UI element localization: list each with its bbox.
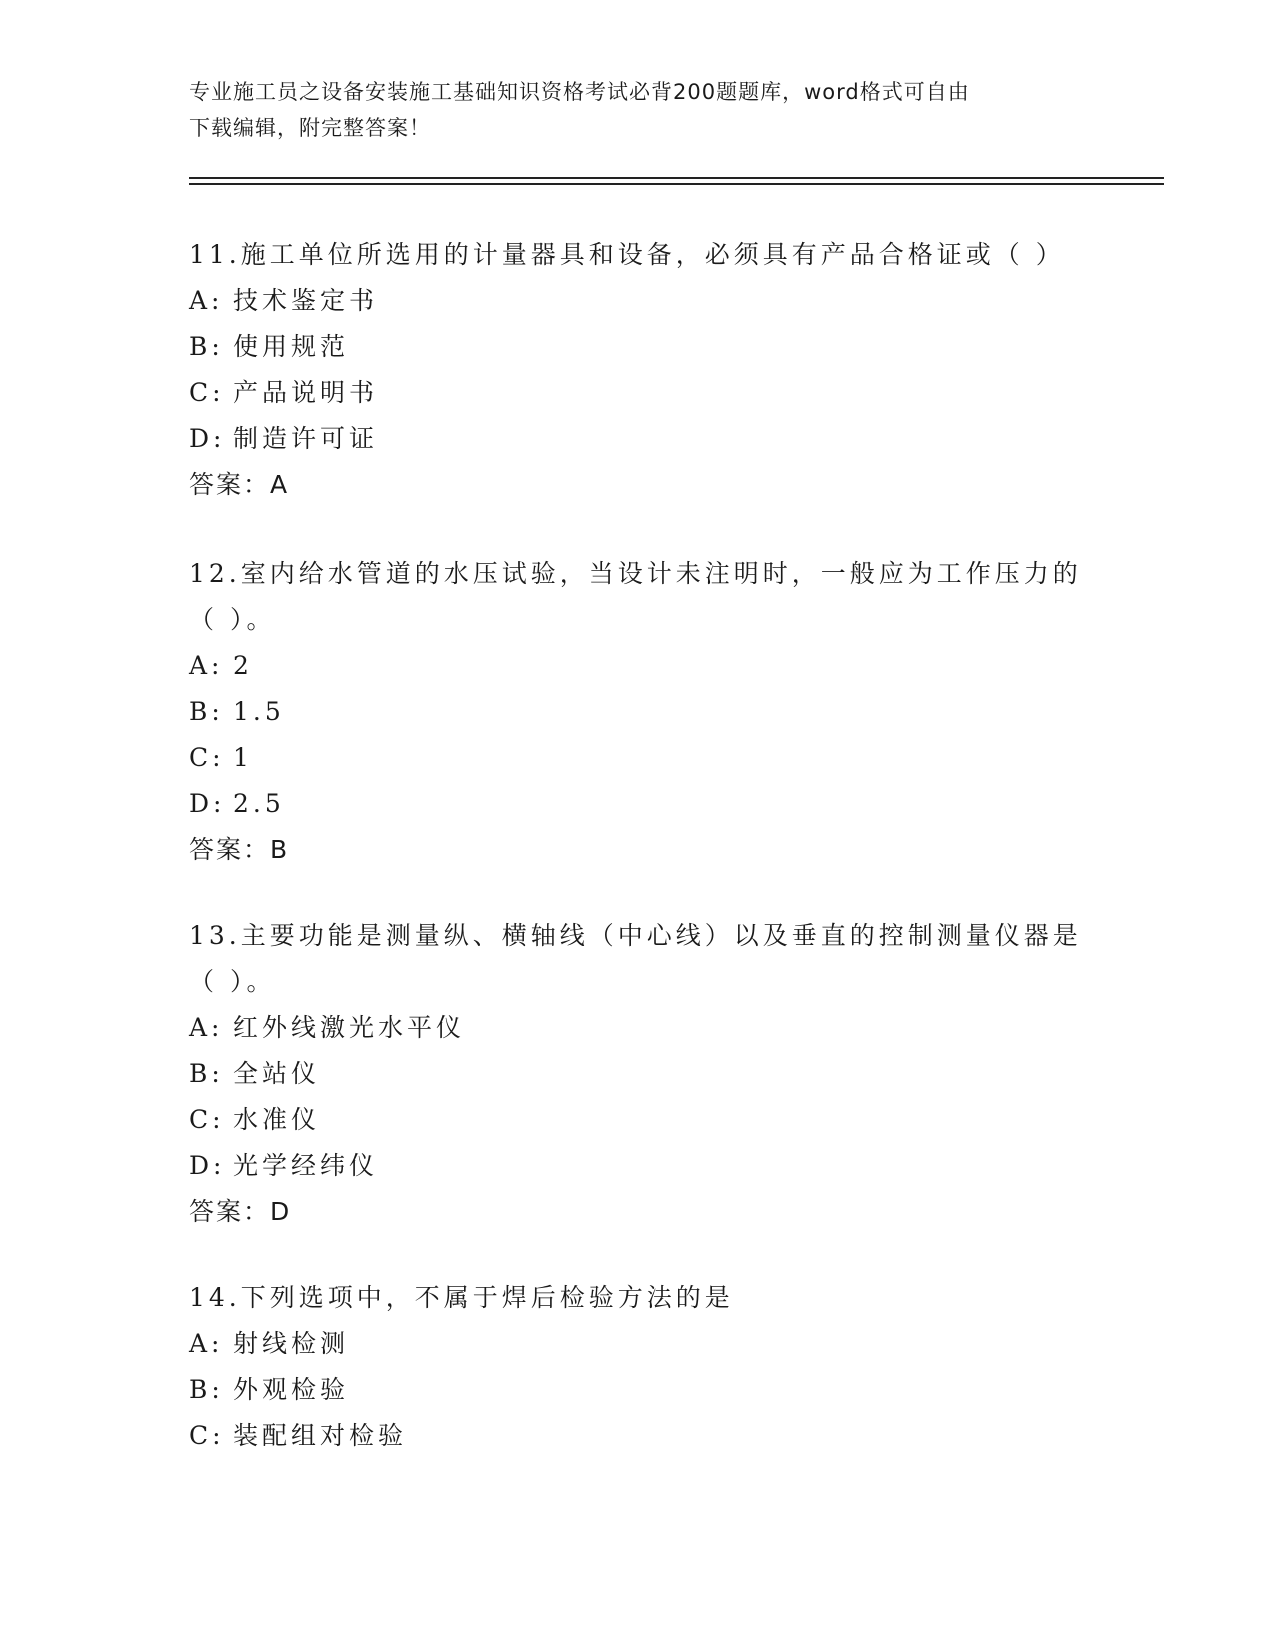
- option-text: 红外线激光水平仪: [233, 1013, 466, 1042]
- question-stem: 11.施工单位所选用的计量器具和设备，必须具有产品合格证或（ ）: [189, 240, 1065, 269]
- question-13: [189, 913, 1089, 1235]
- option-key: C:: [189, 743, 225, 772]
- option-b: [189, 324, 1089, 370]
- option-key: D:: [189, 424, 226, 453]
- header-line-2: 下载编辑，附完整答案！: [189, 116, 431, 140]
- option-key: B:: [189, 332, 224, 361]
- answer: 答案：D: [189, 1197, 292, 1226]
- question-stem: 14.下列选项中，不属于焊后检验方法的是: [189, 1283, 734, 1312]
- option-text: 装配组对检验: [233, 1421, 408, 1450]
- option-key: D:: [189, 1151, 226, 1180]
- option-b: [189, 1051, 1089, 1097]
- option-key: D:: [189, 789, 226, 818]
- option-text: 制造许可证: [233, 424, 379, 453]
- answer: 答案：B: [189, 835, 290, 864]
- option-key: C:: [189, 1105, 225, 1134]
- option-text: 全站仪: [233, 1059, 321, 1088]
- header-divider-bottom: [189, 183, 1164, 185]
- option-c: [189, 370, 1089, 416]
- option-c: [189, 1097, 1089, 1143]
- option-text: 水准仪: [233, 1105, 321, 1134]
- answer: 答案：A: [189, 470, 290, 499]
- option-d: [189, 781, 1089, 827]
- option-a: [189, 1005, 1089, 1051]
- option-key: A:: [189, 1013, 224, 1042]
- option-text: 使用规范: [233, 332, 350, 361]
- question-12: [189, 551, 1089, 873]
- option-text: 光学经纬仪: [233, 1151, 379, 1180]
- option-key: A:: [189, 1329, 224, 1358]
- option-b: [189, 689, 1089, 735]
- option-a: [189, 278, 1089, 324]
- option-text: 射线检测: [233, 1329, 350, 1358]
- option-key: C:: [189, 1421, 225, 1450]
- option-key: B:: [189, 1375, 224, 1404]
- option-key: B:: [189, 1059, 224, 1088]
- option-key: A:: [189, 651, 224, 680]
- option-text: 2.5: [233, 789, 285, 818]
- option-text: 1: [233, 743, 253, 772]
- document-header: [189, 74, 1069, 146]
- option-b: [189, 1367, 1089, 1413]
- question-stem: 13.主要功能是测量纵、横轴线（中心线）以及垂直的控制测量仪器是（ ）。: [189, 921, 1082, 996]
- header-divider-top: [189, 177, 1164, 179]
- option-text: 外观检验: [233, 1375, 350, 1404]
- option-a: [189, 643, 1089, 689]
- option-text: 1.5: [233, 697, 285, 726]
- question-stem: 12.室内给水管道的水压试验，当设计未注明时，一般应为工作压力的（ ）。: [189, 559, 1082, 634]
- option-c: [189, 1413, 1089, 1459]
- option-key: C:: [189, 378, 225, 407]
- option-d: [189, 416, 1089, 462]
- question-11: [189, 232, 1089, 508]
- option-text: 技术鉴定书: [233, 286, 379, 315]
- option-text: 2: [233, 651, 253, 680]
- option-d: [189, 1143, 1089, 1189]
- header-line-1: 专业施工员之设备安装施工基础知识资格考试必背200题题库，word格式可自由: [189, 80, 970, 104]
- option-text: 产品说明书: [233, 378, 379, 407]
- option-a: [189, 1321, 1089, 1367]
- option-key: B:: [189, 697, 224, 726]
- option-key: A:: [189, 286, 224, 315]
- option-c: [189, 735, 1089, 781]
- question-14: [189, 1275, 1089, 1459]
